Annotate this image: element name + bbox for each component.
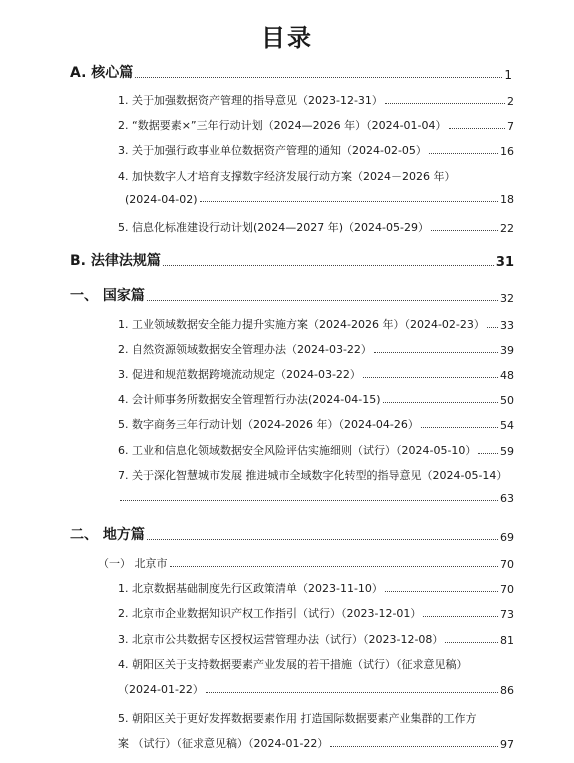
toc-entry-page: 86 [500,684,514,697]
toc-entry-text: 2. 北京市企业数据知识产权工作指引（试行）（2023-12-01） [118,607,422,620]
toc-subsection-national[interactable] [70,285,514,305]
leader-dots [374,352,498,353]
leader-dots [147,539,498,540]
toc-entry-text: 1. 工业领域数据安全能力提升实施方案（2024-2026 年）（2024-02-23） [118,318,485,331]
leader-dots [163,265,494,266]
leader-dots [421,427,498,428]
toc-entry-page: 32 [500,292,514,305]
toc-entry-page: 33 [500,319,514,332]
toc-entry[interactable] [118,341,514,357]
leader-dots [200,201,498,202]
toc-entry-page: 59 [500,445,514,458]
toc-entry-text: 3. 促进和规范数据跨境流动规定（2024-03-22） [118,368,361,381]
toc-entry-page: 2 [507,95,514,108]
toc-entry[interactable] [118,631,514,647]
toc-entry-page: 70 [500,583,514,596]
leader-dots [363,377,498,378]
toc-entry-continued[interactable] [118,681,514,697]
toc-entry-text: （2024-01-22） [118,683,204,696]
toc-entry[interactable] [118,92,514,108]
toc-entry[interactable] [118,605,514,621]
toc-entry-page: 39 [500,344,514,357]
toc-entry-text: 3. 关于加强行政事业单位数据资产管理的通知（2024-02-05） [118,144,427,157]
leader-dots [478,453,498,454]
toc-entry-text: B. 法律法规篇 [70,253,161,269]
toc-entry[interactable] [118,416,514,432]
leader-dots [135,77,502,78]
toc-entry-continued[interactable] [118,735,514,751]
toc-section-b[interactable] [70,250,514,270]
leader-dots [385,103,505,104]
toc-entry[interactable] [118,142,514,158]
toc-entry[interactable] [118,391,514,407]
toc-entry-text: 6. 工业和信息化领域数据安全风险评估实施细则（试行）（2024-05-10） [118,444,477,457]
leader-dots [170,566,499,567]
toc-entry-text: 4. 会计师事务所数据安全管理暂行办法(2024-04-15) [118,393,381,406]
leader-dots [383,402,498,403]
toc-entry-page: 69 [500,531,514,544]
leader-dots [423,616,498,617]
toc-entry-continued[interactable] [125,193,514,206]
toc-entry-text: 2. “数据要素×”三年行动计划（2024—2026 年）（2024-01-04） [118,119,447,132]
toc-entry-text: 2. 自然资源领域数据安全管理办法（2024-03-22） [118,343,372,356]
toc-entry-text: 二、 地方篇 [70,527,145,543]
leader-dots [449,128,505,129]
leader-dots [147,300,498,301]
toc-entry-text: 3. 北京市公共数据专区授权运营管理办法（试行）（2023-12-08） [118,633,444,646]
toc-entry-page: 70 [500,558,514,571]
toc-entry-page: 31 [495,255,514,270]
toc-section-a[interactable] [70,62,512,82]
leader-dots [431,230,498,231]
toc-entry-page: 1 [504,68,512,82]
toc-entry-text: 案 （试行）（征求意见稿）（2024-01-22） [118,737,329,750]
toc-entry[interactable] [118,366,514,382]
toc-entry-text: 5. 信息化标准建设行动计划(2024—2027 年)（2024-05-29） [118,221,429,234]
leader-dots [206,692,498,693]
toc-entry-page: 73 [500,608,514,621]
toc-entry-text[interactable]: 4. 朝阳区关于支持数据要素产业发展的若干措施（试行）（征求意见稿） [118,658,468,671]
toc-entry-page: 63 [500,492,514,505]
toc-entry-text: 1. 北京数据基础制度先行区政策清单（2023-11-10） [118,582,383,595]
page-title: 目录 [261,24,313,52]
toc-entry-text: (2024-04-02) [125,193,198,206]
toc-entry[interactable] [118,580,514,596]
toc-entry-text: （一） 北京市 [98,557,168,570]
toc-entry-page: 50 [500,394,514,407]
toc-entry-page: 7 [507,120,514,133]
leader-dots [330,746,498,747]
toc-entry-text[interactable]: 5. 朝阳区关于更好发挥数据要素作用 打造国际数据要素产业集群的工作方 [118,712,477,725]
leader-dots [429,153,498,154]
toc-entry-text[interactable]: 4. 加快数字人才培育支撑数字经济发展行动方案（2024－2026 年） [118,170,456,183]
toc-subsection-local[interactable] [70,524,514,544]
toc-entry-text: 一、 国家篇 [70,288,145,304]
toc-entry-page: 97 [500,738,514,751]
toc-entry-page: 22 [500,222,514,235]
toc-entry[interactable] [118,219,514,235]
toc-entry-text: A. 核心篇 [70,65,134,81]
toc-entry-text: 1. 关于加强数据资产管理的指导意见（2023-12-31） [118,94,383,107]
leader-dots [120,500,498,501]
toc-entry-text: 5. 数字商务三年行动计划（2024-2026 年）（2024-04-26） [118,418,419,431]
toc-entry[interactable] [118,117,514,133]
toc-entry-page: 81 [500,634,514,647]
toc-subsection-beijing[interactable] [98,555,514,571]
leader-dots [487,327,498,328]
toc-entry[interactable] [118,442,514,458]
toc-entry-page: 16 [500,145,514,158]
toc-entry-page: 54 [500,419,514,432]
toc-entry-text[interactable]: 7. 关于深化智慧城市发展 推进城市全域数字化转型的指导意见（2024-05-14） [118,469,508,482]
toc-entry-page: 48 [500,369,514,382]
leader-dots [445,642,498,643]
toc-entry-continued[interactable] [118,492,514,505]
toc-entry-page: 18 [500,193,514,206]
toc-entry[interactable] [118,316,514,332]
leader-dots [385,591,498,592]
